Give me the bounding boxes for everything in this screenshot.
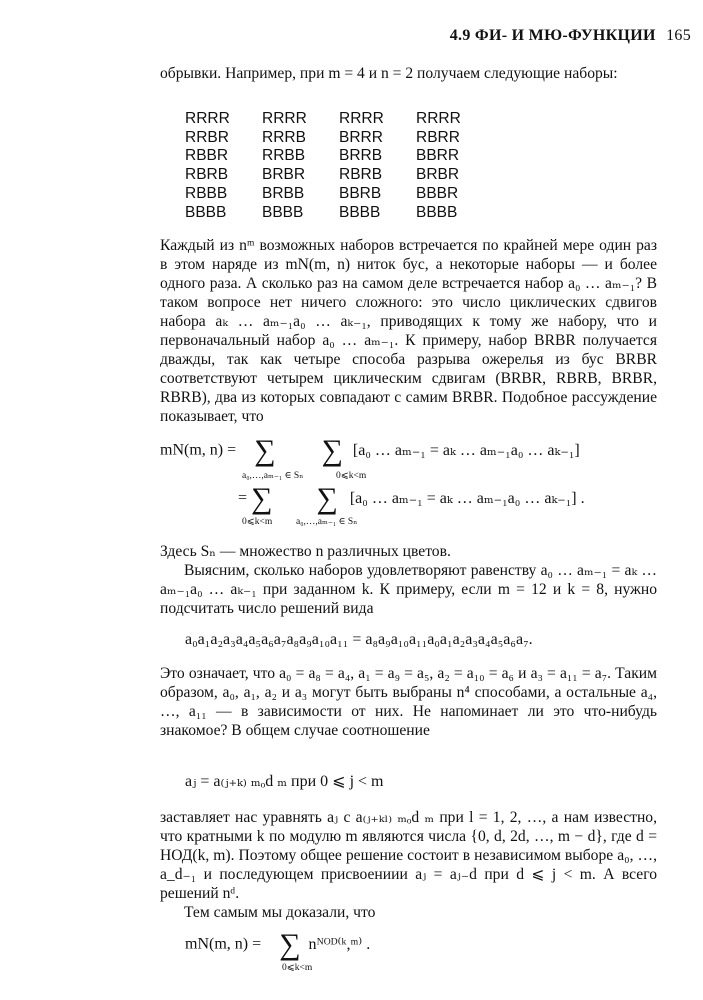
- bead-string-cell: RRRR: [339, 110, 384, 127]
- paragraph-2: Здесь Sₙ — множество n различных цветов.: [160, 543, 451, 560]
- bead-string-cell: BBBR: [416, 184, 459, 202]
- sigma-sign: ∑: [279, 928, 301, 961]
- bead-string-cell: BBBB: [339, 203, 381, 221]
- bead-string-cell: BBRR: [416, 147, 460, 165]
- bead-string-cell: RRRB: [262, 128, 306, 146]
- bead-string-cell: BRBR: [416, 166, 460, 184]
- bead-string-cell: BBBB: [416, 203, 458, 221]
- sigma-sign: ∑: [321, 434, 343, 467]
- bead-string-cell: RBRB: [185, 166, 229, 184]
- paragraph-6: Тем самым мы доказали, что: [184, 904, 376, 921]
- bead-string-cell: BBBB: [262, 203, 304, 221]
- sigma-sign: ∑: [251, 482, 273, 515]
- bead-string-cell: RBBR: [185, 147, 229, 165]
- intro-paragraph: обрывки. Например, при m = 4 и n = 2 получаем следующие наборы:: [160, 65, 618, 82]
- bead-string-cell: RRBB: [262, 147, 306, 165]
- bead-string-cell: BRRR: [339, 128, 383, 146]
- bead-string-cell: RRRR: [262, 110, 307, 127]
- bead-string-cell: BBRB: [339, 184, 382, 202]
- bead-string-cell: RBRR: [416, 128, 460, 146]
- equation-2: a₀a₁a₂a₃a₄a₅a₆a₇a₈a₉a₁₀a₁₁ = a₈a₉a₁₀a₁₁a₀a₁a₂a₃a₄a₅a₆a₇.: [185, 631, 533, 648]
- bead-string-cell: BRBR: [262, 166, 306, 184]
- eq1-line2-body: [a₀ … aₘ₋₁ = aₖ … aₘ₋₁a₀ … aₖ₋₁] .: [349, 489, 585, 507]
- section-title: 4.9 ФИ- И МЮ-ФУНКЦИИ: [449, 27, 656, 44]
- bead-string-cell: RBBB: [185, 184, 228, 202]
- sigma-sign: ∑: [316, 482, 338, 515]
- paragraph-5: заставляет нас уравнять aⱼ с a₍ⱼ₊ₖₗ₎ ₘₒd ₘ при l = 1, 2, …, а нам известно, что кратными k по модулю m являются числа {0, d, 2d, …, m − d}, где d = НОД(k, m). Поэтому общее решение состоит в независимом выборе a₀, …, a_d₋₁ и последующем присвоениии aⱼ = aⱼ₋d при d ⩽ j < m. А всего решений nᵈ.: [160, 809, 657, 902]
- paragraph-3: Выясним, сколько наборов удовлетворяют равенству a₀ … aₘ₋₁ = aₖ … aₘ₋₁a₀ … aₖ₋₁ при заданном k. К примеру, если m = 12 и k = 8, нужно подсчитать число решений вида: [160, 562, 657, 617]
- bead-string-cell: RRBR: [185, 128, 229, 146]
- eq4-lhs: mN(m, n) =: [185, 935, 262, 953]
- eq1-line2-sub2: a₀,…,aₘ₋₁ ∈ Sₙ: [296, 517, 358, 527]
- page-number: 165: [666, 27, 691, 44]
- running-header: [450, 27, 691, 45]
- sigma-sign: ∑: [254, 434, 276, 467]
- eq1-line1-sub2: 0⩽k<m: [336, 471, 367, 481]
- strings-grid: [185, 110, 493, 222]
- eq4-body: nᴺᴼᴰ⁽ᵏ,ᵐ⁾ .: [308, 935, 371, 953]
- eq1-lhs: mN(m, n) =: [160, 441, 237, 459]
- eq4-sub: 0⩽k<m: [282, 963, 313, 973]
- bead-string-cell: RRRR: [185, 110, 230, 127]
- bead-string-cell: BRBB: [262, 184, 305, 202]
- paragraph-4: Это означает, что a₀ = a₈ = a₄, a₁ = a₉ = a₅, a₂ = a₁₀ = a₆ и a₃ = a₁₁ = a₇. Таким образом, a₀, a₁, a₂ и a₃ могут быть выбраны n⁴ способами, а остальные a₄, …, a₁₁ — в зависимости от них. Не напоминает ли это что-нибудь знакомое? В общем случае соотношение: [160, 665, 657, 739]
- equation-3: aⱼ = a₍ⱼ₊ₖ₎ ₘₒd ₘ при 0 ⩽ j < m: [185, 773, 384, 790]
- equation-4: [185, 930, 370, 960]
- eq1-line1-sub1: a₀,…,aₘ₋₁ ∈ Sₙ: [242, 471, 304, 481]
- bead-string-cell: RBRB: [339, 166, 383, 184]
- eq1-line2-sub1: 0⩽k<m: [242, 517, 273, 527]
- bead-string-cell: BRRB: [339, 147, 383, 165]
- equation-1-line-2: [238, 484, 585, 514]
- paragraph-1: Каждый из nᵐ возможных наборов встречается по крайней мере один раз в этом наряде из mN(m, n) ниток бус, а некоторые наборы — и более одного раза. А сколько раз на самом деле встречается набор a₀ … aₘ₋₁? В таком вопросе нет ничего сложного: это число циклических сдвигов набора aₖ … aₘ₋₁a₀ … aₖ₋₁, приводящих к тому же набору, что и первоначальный набор a₀ … aₘ₋₁. К примеру, набор BRBR получается дважды, так как четыре способа разрыва ожерелья из бус BRBR соответствуют четырем циклическим сдвигам (BRBR, RBRB, BRBR, RBRB), два из которых совпадают с самим BRBR. Подобное рассуждение показывает, что: [160, 237, 657, 425]
- equation-1-line-1: [160, 436, 580, 466]
- bead-string-cell: RRRR: [416, 110, 461, 127]
- bead-string-cell: BBBB: [185, 203, 227, 221]
- eq1-line2-prefix: =: [238, 489, 248, 507]
- eq1-line1-body: [a₀ … aₘ₋₁ = aₖ … aₘ₋₁a₀ … aₖ₋₁]: [352, 441, 580, 459]
